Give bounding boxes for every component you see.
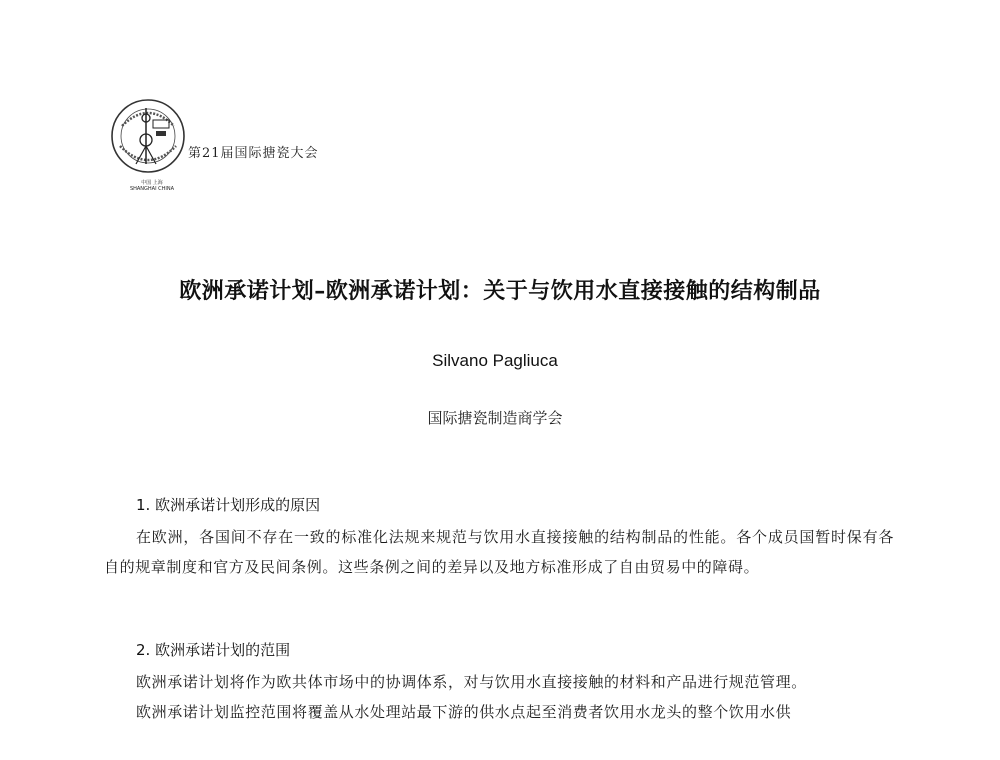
section-reasons xyxy=(104,494,894,582)
section-heading: 1. 欧洲承诺计划形成的原因 xyxy=(136,496,321,514)
section-paragraph: 欧洲承诺计划监控范围将覆盖从水处理站最下游的供水点起至消费者饮用水龙头的整个饮用水供 xyxy=(136,703,792,721)
conference-header xyxy=(108,96,368,196)
conference-seal-logo xyxy=(108,96,192,176)
author-name: Silvano Pagliuca xyxy=(432,351,558,370)
seal-city-en: SHANGHAI CHINA xyxy=(129,186,175,192)
author-affiliation: 国际搪瓷制造商学会 xyxy=(427,409,563,427)
section-scope xyxy=(104,639,894,727)
conference-name: 第21届国际搪瓷大会 xyxy=(188,146,319,161)
section-heading: 2. 欧洲承诺计划的范围 xyxy=(136,641,291,659)
section-paragraph: 在欧洲，各国间不存在一致的标准化法规来规范与饮用水直接接触的结构制品的性能。各个成员国暂时保有各自的规章制度和官方及民间条例。这些条例之间的差异以及地方标准形成了自由贸易中的障碍。 xyxy=(104,528,894,576)
seal-location xyxy=(112,180,192,192)
seal-city: 中国 上海 xyxy=(141,180,163,186)
paper-title: 欧洲承诺计划–欧洲承诺计划：关于与饮用水直接接触的结构制品 xyxy=(179,278,821,304)
section-paragraph: 欧洲承诺计划将作为欧共体市场中的协调体系，对与饮用水直接接触的材料和产品进行规范管理。 xyxy=(136,673,807,691)
